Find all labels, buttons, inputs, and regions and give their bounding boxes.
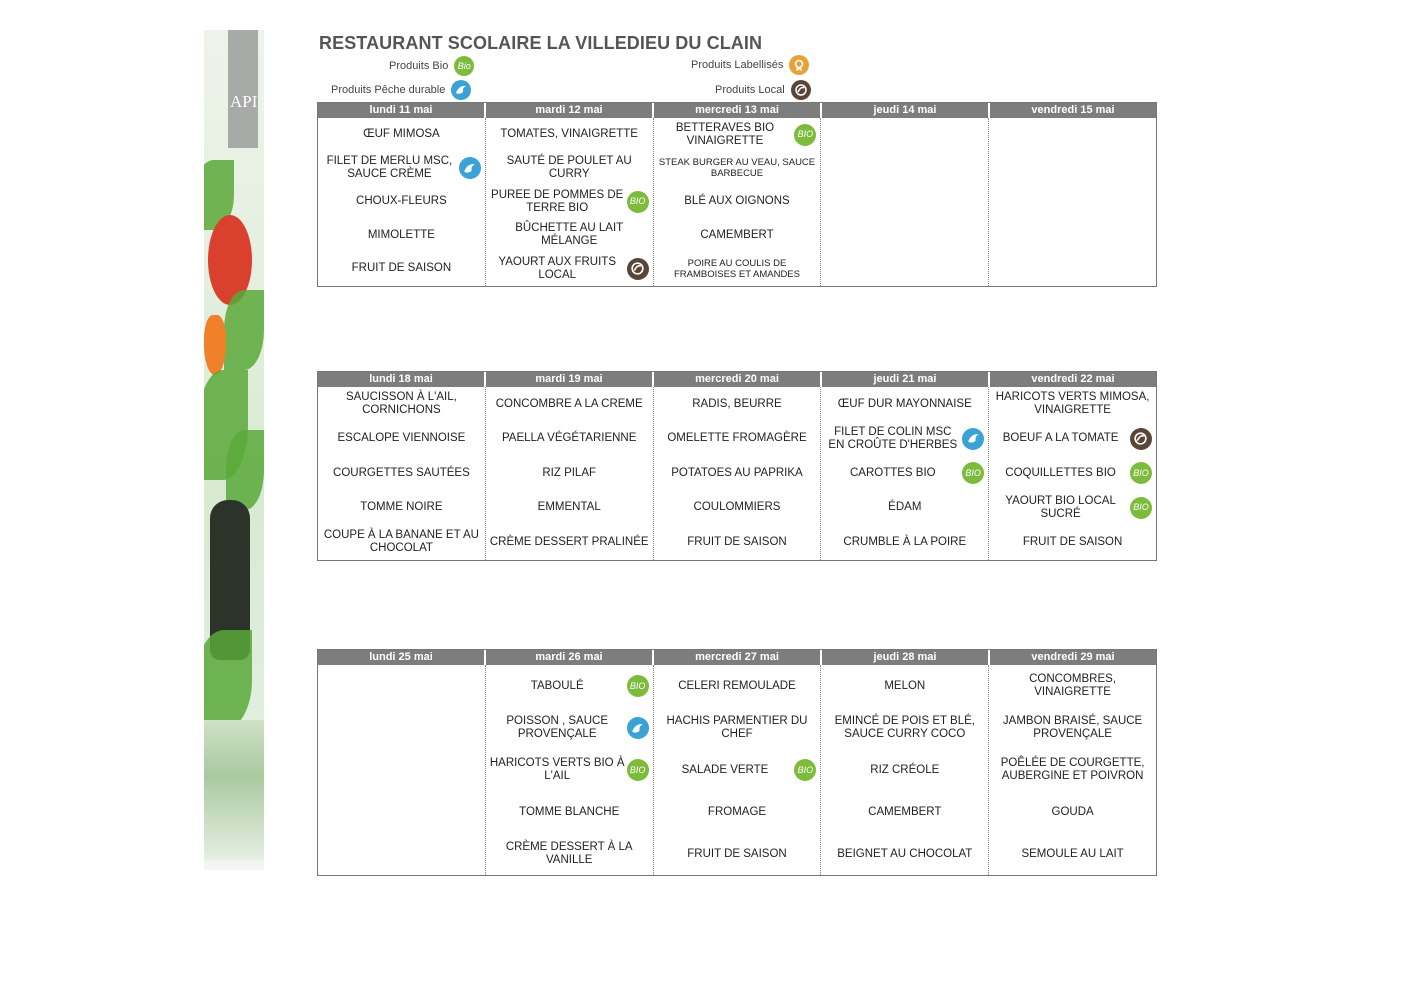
menu-item-text: BÛCHETTE AU LAIT MÉLANGE [515, 222, 624, 248]
bio-icon [962, 462, 984, 484]
menu-item [486, 791, 653, 833]
menu-item [486, 387, 653, 422]
day-column [486, 665, 654, 875]
legend-local-label: Produits Local [715, 84, 785, 96]
menu-item [989, 749, 1156, 791]
week-table-2 [317, 371, 1157, 561]
menu-item [821, 525, 988, 560]
menu-item [486, 491, 653, 526]
bio-icon-text: BIO [1133, 502, 1149, 513]
menu-item [318, 422, 485, 457]
day-header: mardi 19 mai [486, 372, 654, 387]
menu-item [654, 387, 821, 422]
menu-item-text: CONCOMBRE A LA CREME [495, 397, 643, 410]
menu-item-text: YAOURT BIO LOCAL SUCRÉ [1005, 494, 1116, 520]
menu-item-text: COUPE À LA BANANE ET AU CHOCOLAT [323, 529, 479, 555]
day-header: jeudi 14 mai [822, 103, 990, 118]
menu-item-text: BLÉ AUX OIGNONS [684, 195, 790, 208]
menu-item-text: PUREE DE POMMES DE TERRE BIO [491, 188, 624, 214]
menu-item [654, 665, 821, 707]
menu-item-text: ÉDAM [888, 501, 922, 514]
menu-item [989, 491, 1156, 526]
day-column [318, 665, 486, 875]
day-column [989, 118, 1156, 286]
menu-item [486, 456, 653, 491]
menu-item [821, 833, 988, 875]
menu-item-text: CAMEMBERT [868, 805, 942, 818]
bio-icon [627, 191, 649, 213]
menu-item-text: CELERI REMOULADE [678, 679, 796, 692]
menu-item [318, 185, 485, 219]
bio-icon-text: BIO [629, 764, 646, 775]
day-column [486, 118, 654, 286]
menu-item-text: EMINCÉ DE POIS ET BLÉ, SAUCE CURRY COCO [834, 715, 975, 740]
menu-item [821, 749, 988, 791]
menu-item [486, 252, 653, 286]
week-columns [318, 118, 1156, 286]
menu-item-text: JAMBON BRAISÉ, SAUCE PROVENÇALE [1002, 715, 1143, 740]
menu-item-text: POTATOES AU PAPRIKA [671, 466, 803, 479]
bio-icon-text: BIO [965, 467, 981, 478]
menu-item-text: COURGETTES SAUTÉES [333, 466, 470, 479]
menu-item-text: TOMME NOIRE [360, 501, 443, 514]
menu-item-text: CAROTTES BIO [849, 466, 936, 479]
menu-item [654, 185, 821, 219]
menu-item [486, 152, 653, 186]
menu-item-text: RIZ CRÉOLE [870, 763, 940, 776]
day-header: lundi 18 mai [318, 372, 486, 387]
medal-icon [789, 55, 809, 75]
menu-item-text: CHOUX-FLEURS [356, 195, 447, 208]
week-table-1 [317, 102, 1157, 287]
menu-item [989, 456, 1156, 491]
menu-item-text: HARICOTS VERTS MIMOSA, VINAIGRETTE [995, 391, 1150, 417]
menu-item [318, 252, 485, 286]
week-header [318, 372, 1156, 387]
day-header: lundi 25 mai [318, 650, 486, 665]
bio-icon [794, 124, 816, 146]
menu-item [821, 456, 988, 491]
menu-item [821, 665, 988, 707]
menu-item [654, 456, 821, 491]
menu-item-text: EMMENTAL [537, 501, 601, 514]
bio-icon [627, 675, 649, 697]
day-header: lundi 11 mai [318, 103, 486, 118]
menu-item-text: CRUMBLE À LA POIRE [843, 535, 967, 548]
menu-item-text: TOMME BLANCHE [519, 805, 620, 818]
menu-item-text: CRÈME DESSERT À LA VANILLE [505, 841, 633, 866]
bio-icon-text: BIO [629, 680, 646, 691]
menu-item-text: BETTERAVES BIO VINAIGRETTE [675, 121, 775, 147]
bio-icon [454, 56, 474, 76]
menu-item [654, 118, 821, 152]
decorative-side-image [204, 30, 264, 870]
menu-item-text: POIRE AU COULIS DE FRAMBOISES ET AMANDES [673, 257, 800, 280]
fish-wave-icon [627, 717, 649, 739]
menu-item [989, 707, 1156, 749]
day-column [821, 118, 989, 286]
day-header: mercredi 27 mai [654, 650, 822, 665]
menu-item-text: GOUDA [1051, 805, 1094, 818]
day-header: mercredi 13 mai [654, 103, 822, 118]
menu-item [989, 833, 1156, 875]
menu-item [318, 491, 485, 526]
menu-item [821, 791, 988, 833]
menu-item [654, 833, 821, 875]
bio-icon-text: Bio [457, 61, 471, 71]
menu-item-text: FROMAGE [707, 805, 767, 818]
menu-item [486, 219, 653, 253]
menu-item [654, 422, 821, 457]
day-column [654, 665, 822, 875]
bio-icon-text: BIO [797, 129, 814, 140]
menu-item-text: COULOMMIERS [693, 501, 781, 514]
week-columns [318, 387, 1156, 560]
api-logo [228, 30, 258, 148]
day-column [821, 665, 989, 875]
menu-item-text: MELON [884, 679, 926, 692]
legend-label-label: Produits Labellisés [691, 59, 784, 71]
local-icon [791, 80, 811, 100]
menu-item-text: FILET DE COLIN MSC EN CROÛTE D'HERBES [828, 425, 958, 451]
menu-item [318, 219, 485, 253]
menu-item-text: STEAK BURGER AU VEAU, SAUCE BARBECUE [658, 157, 816, 180]
menu-item-text: FRUIT DE SAISON [351, 262, 452, 275]
menu-item-text: YAOURT AUX FRUITS LOCAL [498, 255, 616, 281]
menu-item [486, 185, 653, 219]
local-icon [627, 258, 649, 280]
bio-icon [794, 759, 816, 781]
bio-icon-text: BIO [797, 764, 814, 775]
day-header: mardi 12 mai [486, 103, 654, 118]
menu-item-text: FRUIT DE SAISON [687, 535, 787, 548]
menu-item [654, 791, 821, 833]
menu-item-text: PAELLA VÉGÉTARIENNE [501, 432, 637, 445]
menu-item [486, 707, 653, 749]
menu-item-text: TOMATES, VINAIGRETTE [500, 128, 638, 141]
menu-item [654, 525, 821, 560]
menu-item-text: COQUILLETTES BIO [1005, 466, 1116, 479]
week-table-3 [317, 649, 1157, 876]
legend-peche-label: Produits Pêche durable [331, 84, 446, 96]
menu-item-text: SAUTÉ DE POULET AU CURRY [506, 155, 632, 181]
api-logo-text: API [230, 92, 258, 111]
menu-item-text: HACHIS PARMENTIER DU CHEF [666, 715, 808, 740]
menu-item [654, 749, 821, 791]
menu-item [486, 749, 653, 791]
menu-item [318, 387, 485, 422]
menu-item [486, 525, 653, 560]
menu-item [486, 118, 653, 152]
day-column [654, 118, 822, 286]
menu-item [821, 707, 988, 749]
menu-item-text: OMELETTE FROMAGÈRE [667, 432, 807, 445]
day-header: mercredi 20 mai [654, 372, 822, 387]
day-header: jeudi 21 mai [822, 372, 990, 387]
menu-item-text: CAMEMBERT [700, 228, 774, 241]
menu-item-text: ŒUF DUR MAYONNAISE [837, 397, 972, 410]
menu-item-text: ESCALOPE VIENNOISE [337, 432, 466, 445]
menu-item [989, 387, 1156, 422]
day-header: mardi 26 mai [486, 650, 654, 665]
menu-item-text: SEMOULE AU LAIT [1021, 847, 1124, 860]
week-header [318, 650, 1156, 665]
bio-icon-text: BIO [629, 196, 646, 207]
menu-item-text: FRUIT DE SAISON [687, 847, 787, 860]
day-header: vendredi 15 mai [990, 103, 1156, 118]
menu-item-text: SAUCISSON À L'AIL, CORNICHONS [345, 391, 457, 417]
menu-item [821, 387, 988, 422]
legend-bio [389, 56, 474, 76]
week-columns [318, 665, 1156, 875]
legend-bio-label: Produits Bio [389, 60, 449, 72]
legend-peche [331, 80, 471, 100]
menu-item [486, 833, 653, 875]
menu-item-text: MIMOLETTE [367, 228, 435, 241]
menu-item [486, 665, 653, 707]
day-column [318, 118, 486, 286]
menu-item [989, 791, 1156, 833]
menu-item-text: CRÈME DESSERT PRALINÉE [489, 535, 649, 548]
fish-wave-icon [962, 428, 984, 450]
menu-item-text: CONCOMBRES, VINAIGRETTE [1029, 673, 1117, 698]
menu-item-text: BOEUF A LA TOMATE [1002, 432, 1119, 445]
bio-icon [1130, 497, 1152, 519]
menu-item-text: FILET DE MERLU MSC, SAUCE CRÈME [326, 155, 453, 181]
menu-item [989, 665, 1156, 707]
menu-item [654, 491, 821, 526]
menu-item-text: HARICOTS VERTS BIO À L'AIL [489, 757, 625, 782]
menu-item-text: FRUIT DE SAISON [1022, 535, 1123, 548]
menu-item-text: TABOULÉ [530, 679, 584, 692]
menu-item [654, 219, 821, 253]
menu-item [654, 252, 821, 286]
day-column [318, 387, 486, 560]
menu-item [654, 152, 821, 186]
menu-item-text: POÊLÉE DE COURGETTE, AUBERGINE ET POIVRON [1000, 757, 1145, 782]
menu-item-text: SALADE VERTE [681, 763, 769, 776]
day-column [654, 387, 822, 560]
legend-label [691, 55, 809, 75]
fish-wave-icon [459, 157, 481, 179]
menu-item-text: RIZ PILAF [542, 466, 597, 479]
menu-item-text: POISSON , SAUCE PROVENÇALE [506, 715, 608, 740]
fish-wave-icon [451, 80, 471, 100]
menu-item [989, 525, 1156, 560]
day-column [989, 387, 1156, 560]
day-column [486, 387, 654, 560]
week-header [318, 103, 1156, 118]
page-title: RESTAURANT SCOLAIRE LA VILLEDIEU DU CLAIN [319, 33, 763, 53]
day-column [821, 387, 989, 560]
menu-item-text: ŒUF MIMOSA [363, 128, 440, 141]
menu-item-text: BEIGNET AU CHOCOLAT [837, 847, 973, 860]
menu-item [486, 422, 653, 457]
menu-item [989, 422, 1156, 457]
day-header: jeudi 28 mai [822, 650, 990, 665]
menu-item [821, 491, 988, 526]
day-header: vendredi 22 mai [990, 372, 1156, 387]
menu-item [318, 525, 485, 560]
day-column [989, 665, 1156, 875]
local-icon [1130, 428, 1152, 450]
menu-item [318, 152, 485, 186]
bio-icon [1130, 462, 1152, 484]
menu-item [318, 456, 485, 491]
legend-local [715, 80, 811, 100]
bio-icon [627, 759, 649, 781]
menu-item-text: RADIS, BEURRE [692, 397, 782, 410]
day-header: vendredi 29 mai [990, 650, 1156, 665]
menu-item [654, 707, 821, 749]
menu-item [821, 422, 988, 457]
menu-item [318, 118, 485, 152]
bio-icon-text: BIO [1133, 467, 1149, 478]
